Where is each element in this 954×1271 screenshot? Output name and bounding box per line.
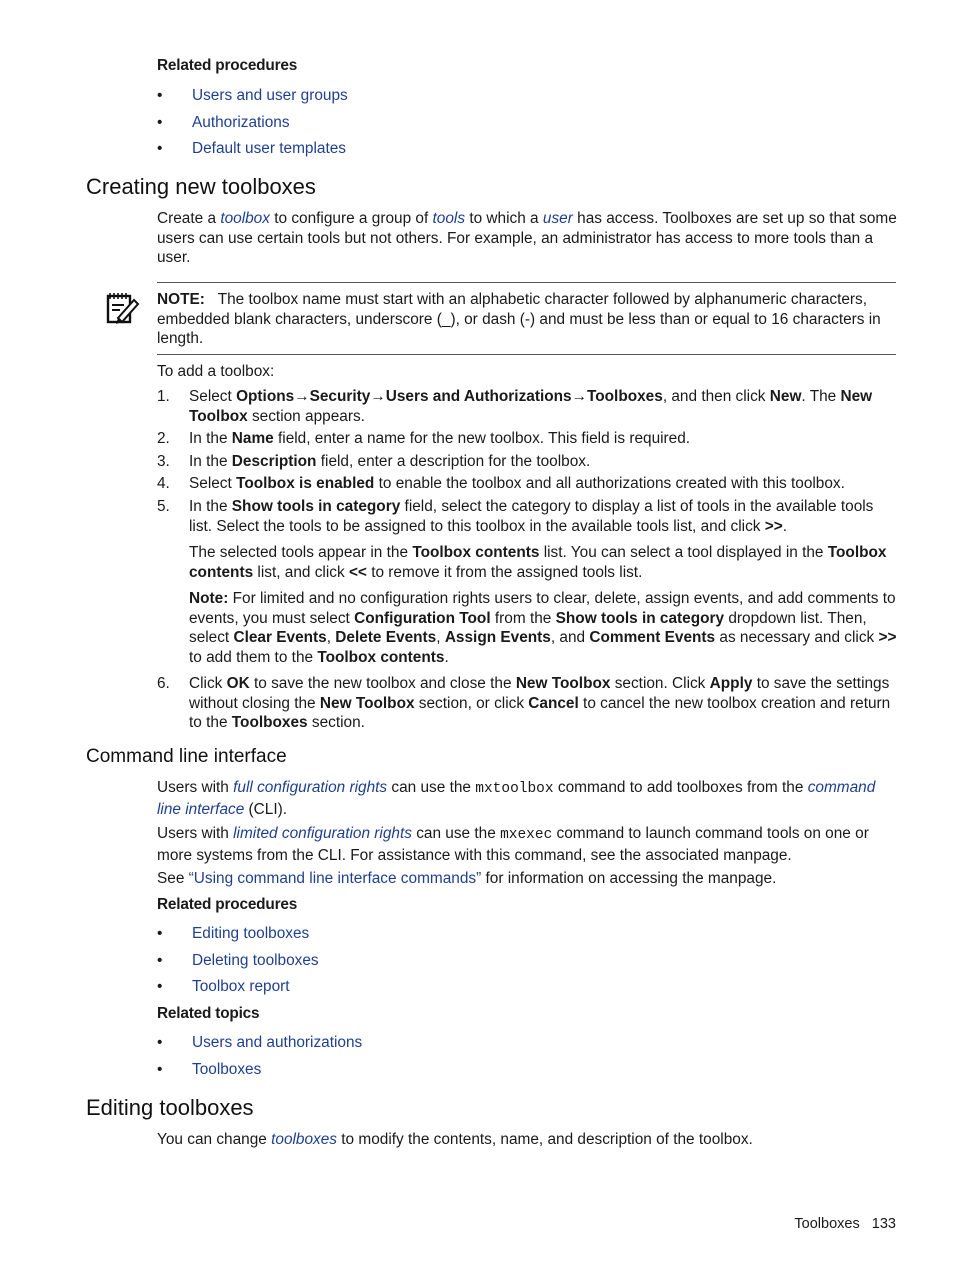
link-user[interactable]: user xyxy=(542,210,573,227)
section-title-creating-new-toolboxes: Creating new toolboxes xyxy=(86,174,316,199)
related-topics-label: Related topics xyxy=(157,1005,260,1022)
link-full-configuration-rights[interactable]: full configuration rights xyxy=(233,779,388,796)
bullet-icon: • xyxy=(157,925,163,942)
bullet-icon: • xyxy=(157,951,163,969)
note-box xyxy=(157,282,896,355)
link-command-line-interface[interactable]: command line interface xyxy=(157,779,876,818)
link-authorizations[interactable]: Authorizations xyxy=(192,113,290,131)
section-title-command-line-interface: Command line interface xyxy=(86,746,287,767)
page-number: 133 xyxy=(871,1216,896,1232)
note-label: NOTE: xyxy=(157,291,205,308)
link-deleting-toolboxes[interactable]: Deleting toolboxes xyxy=(192,951,319,969)
related-procedures-list xyxy=(157,86,857,166)
link-users-and-user-groups[interactable]: Users and user groups xyxy=(192,87,348,104)
bullet-icon: • xyxy=(157,978,163,995)
list-item xyxy=(157,139,857,166)
list-item xyxy=(157,1060,857,1087)
link-toolboxes-inline[interactable]: toolboxes xyxy=(271,1131,337,1148)
link-toolboxes[interactable]: Toolboxes xyxy=(192,1060,262,1078)
footer-section-name: Toolboxes xyxy=(794,1216,860,1232)
section-title-editing-toolboxes: Editing toolboxes xyxy=(86,1095,254,1120)
creating-intro-paragraph: Create a toolbox to configure a group of tools to which a user has access. Toolboxes are set up so that some users can use certain tools but not others. For example, an administrator has access to more tools than a user. xyxy=(157,210,897,266)
list-item xyxy=(157,924,857,951)
note-text: NOTE: The toolbox name must start with an alphabetic character followed by alphanumeric characters, embedded blank characters, underscore (_), or dash (-) and must be less than or equal to 16 characters in length. xyxy=(157,291,881,347)
editing-paragraph: You can change toolboxes to modify the contents, name, and description of the toolbox. xyxy=(157,1131,753,1148)
related-procedures-label: Related procedures xyxy=(157,896,298,913)
cli-paragraph-2: Users with limited configuration rights can use the mxexec command to launch command tools on one or more systems from the CLI. For assistance with this command, see the associated manpage. xyxy=(157,825,869,864)
list-item xyxy=(157,113,857,140)
list-item xyxy=(157,1033,857,1060)
link-editing-toolboxes[interactable]: Editing toolboxes xyxy=(192,925,310,942)
bullet-icon: • xyxy=(157,1034,163,1051)
link-default-user-templates[interactable]: Default user templates xyxy=(192,140,346,157)
to-add-toolbox-text: To add a toolbox: xyxy=(157,363,275,380)
cli-paragraph-3: See “Using command line interface commands” for information on accessing the manpage. xyxy=(157,870,777,887)
note-pencil-icon xyxy=(104,290,140,326)
related-topics-list xyxy=(157,1033,857,1086)
bullet-icon: • xyxy=(157,1060,163,1078)
list-item xyxy=(157,977,857,1004)
related-procedures-list xyxy=(157,924,857,1004)
bullet-icon: • xyxy=(157,140,163,157)
bullet-icon: • xyxy=(157,113,163,131)
link-using-command-line-interface-commands[interactable]: “Using command line interface commands” xyxy=(188,870,482,887)
code-mxtoolbox: mxtoolbox xyxy=(475,781,554,797)
cli-paragraph-1: Users with full configuration rights can use the mxtoolbox command to add toolboxes from the command line interface (CLI). xyxy=(157,779,876,818)
list-item xyxy=(157,86,857,113)
related-procedures-label: Related procedures xyxy=(157,57,298,74)
link-limited-configuration-rights[interactable]: limited configuration rights xyxy=(233,825,412,842)
code-mxexec: mxexec xyxy=(500,827,553,843)
page-footer xyxy=(794,1215,896,1235)
link-toolbox[interactable]: toolbox xyxy=(220,210,270,227)
link-tools[interactable]: tools xyxy=(432,210,466,227)
list-item xyxy=(157,951,857,978)
bullet-icon: • xyxy=(157,87,163,104)
link-users-and-authorizations[interactable]: Users and authorizations xyxy=(192,1034,363,1051)
link-toolbox-report[interactable]: Toolbox report xyxy=(192,978,290,995)
